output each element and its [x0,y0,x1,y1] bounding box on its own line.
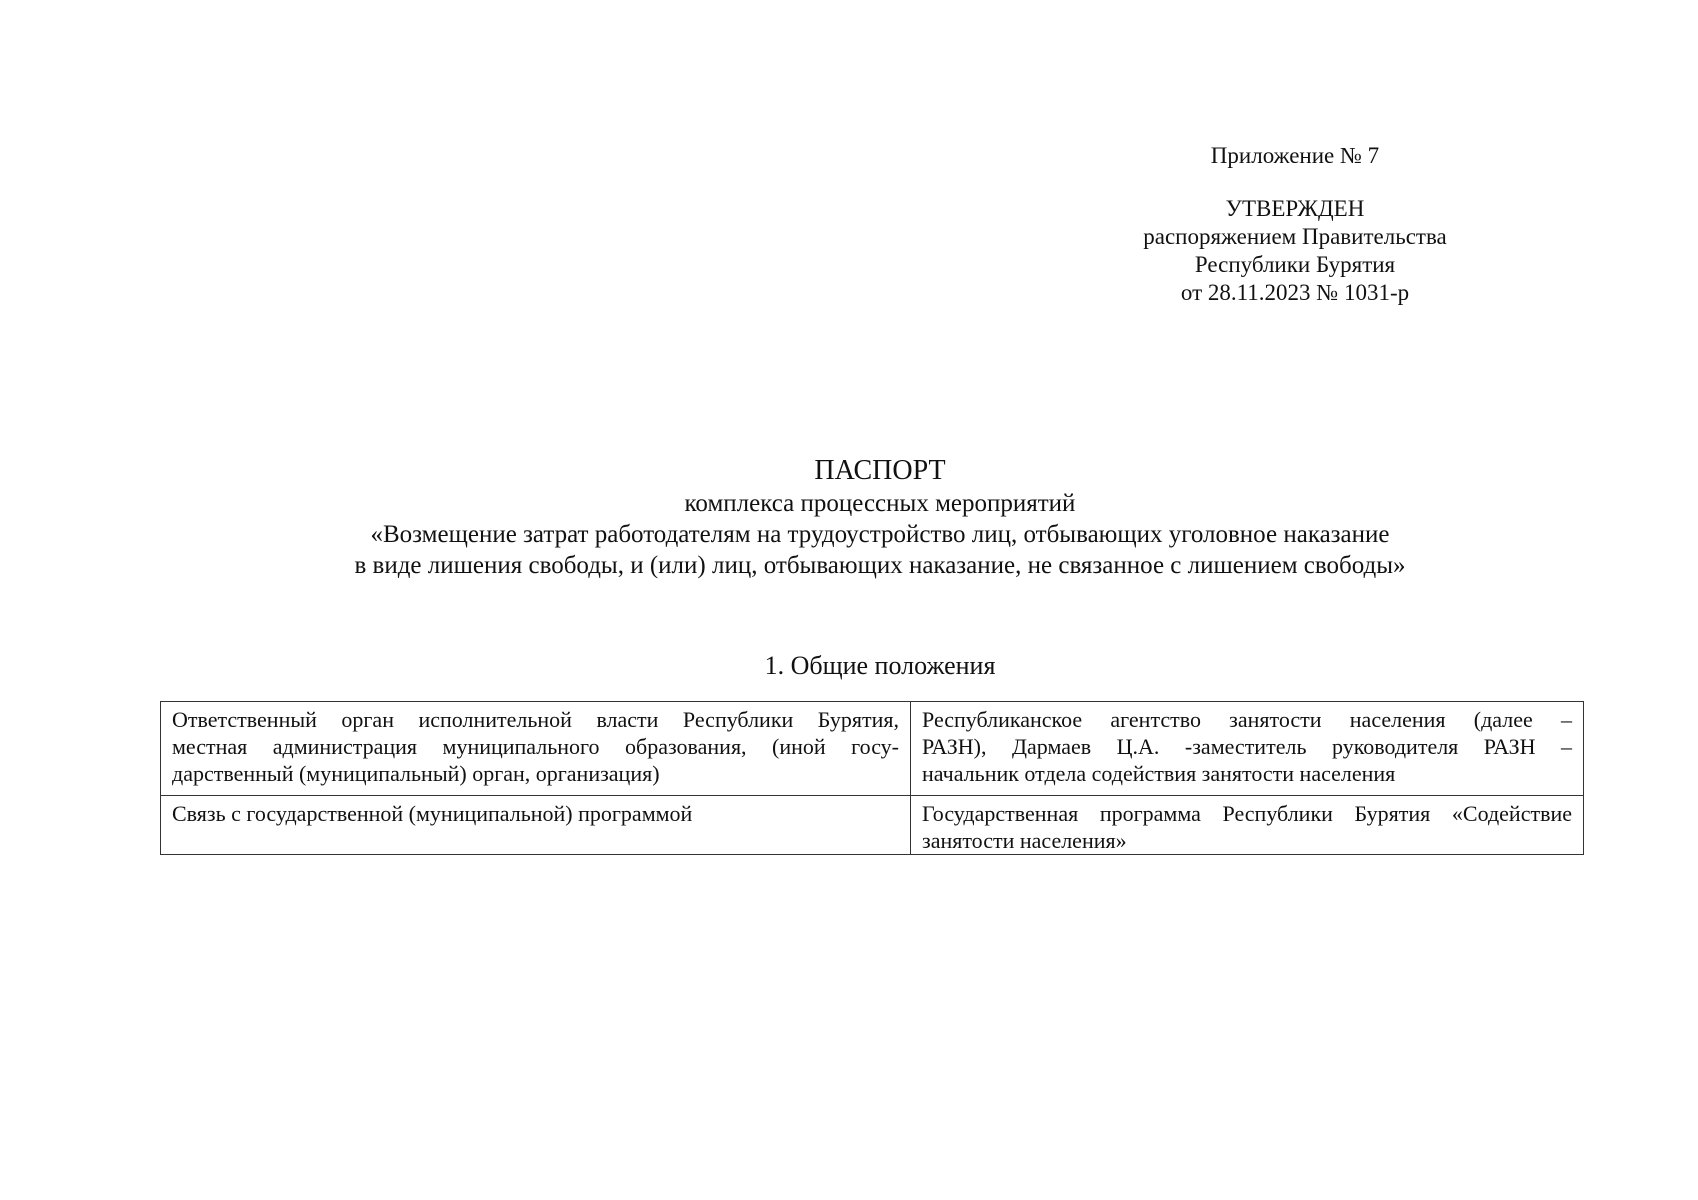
cell-text-line: РАЗН), Дармаев Ц.А. -заместитель руководителя РАЗН – [922,734,1572,759]
table-row [161,702,1584,796]
appendix-number: Приложение № 7 [1210,143,1380,168]
approval-authority-line1: распоряжением Правительства [1143,224,1447,249]
table-cell-label [161,796,911,855]
approval-block [1100,142,1490,307]
cell-text-line: Государственная программа Республики Бурятия «Содействие [922,801,1572,826]
cell-text-line: Связь с государственной (муниципальной) программой [172,801,693,826]
general-provisions-table [160,701,1584,855]
table-cell-value [911,796,1584,855]
cell-text-line: дарственный (муниципальный) орган, организация) [172,761,660,786]
document-subtitle: комплекса процессных мероприятий [684,490,1076,517]
table-row [161,796,1584,855]
spacer [1100,170,1490,195]
document-title-block [150,454,1610,581]
approval-date-number: от 28.11.2023 № 1031-р [1180,280,1410,305]
cell-text-line: Ответственный орган исполнительной власти Республики Бурятия, [172,707,899,732]
section-heading: 1. Общие положения [764,651,996,680]
approved-stamp-text: УТВЕРЖДЕН [1225,196,1365,221]
cell-text-line: местная администрация муниципального образования, (иной госу- [172,734,899,759]
approval-authority-line2: Республики Бурятия [1194,252,1396,277]
table-cell-label [161,702,911,796]
cell-text-line: Республиканское агентство занятости населения (далее – [922,707,1572,732]
cell-text-line: занятости населения» [922,828,1127,853]
table-cell-value [911,702,1584,796]
complex-name-line1: «Возмещение затрат работодателям на трудоустройство лиц, отбывающих уголовное наказание [370,521,1390,548]
complex-name-line2: в виде лишения свободы, и (или) лиц, отбывающих наказание, не связанное с лишением свободы» [354,552,1406,579]
document-title: ПАСПОРТ [814,455,946,486]
cell-text-line: начальник отдела содействия занятости населения [922,761,1396,786]
